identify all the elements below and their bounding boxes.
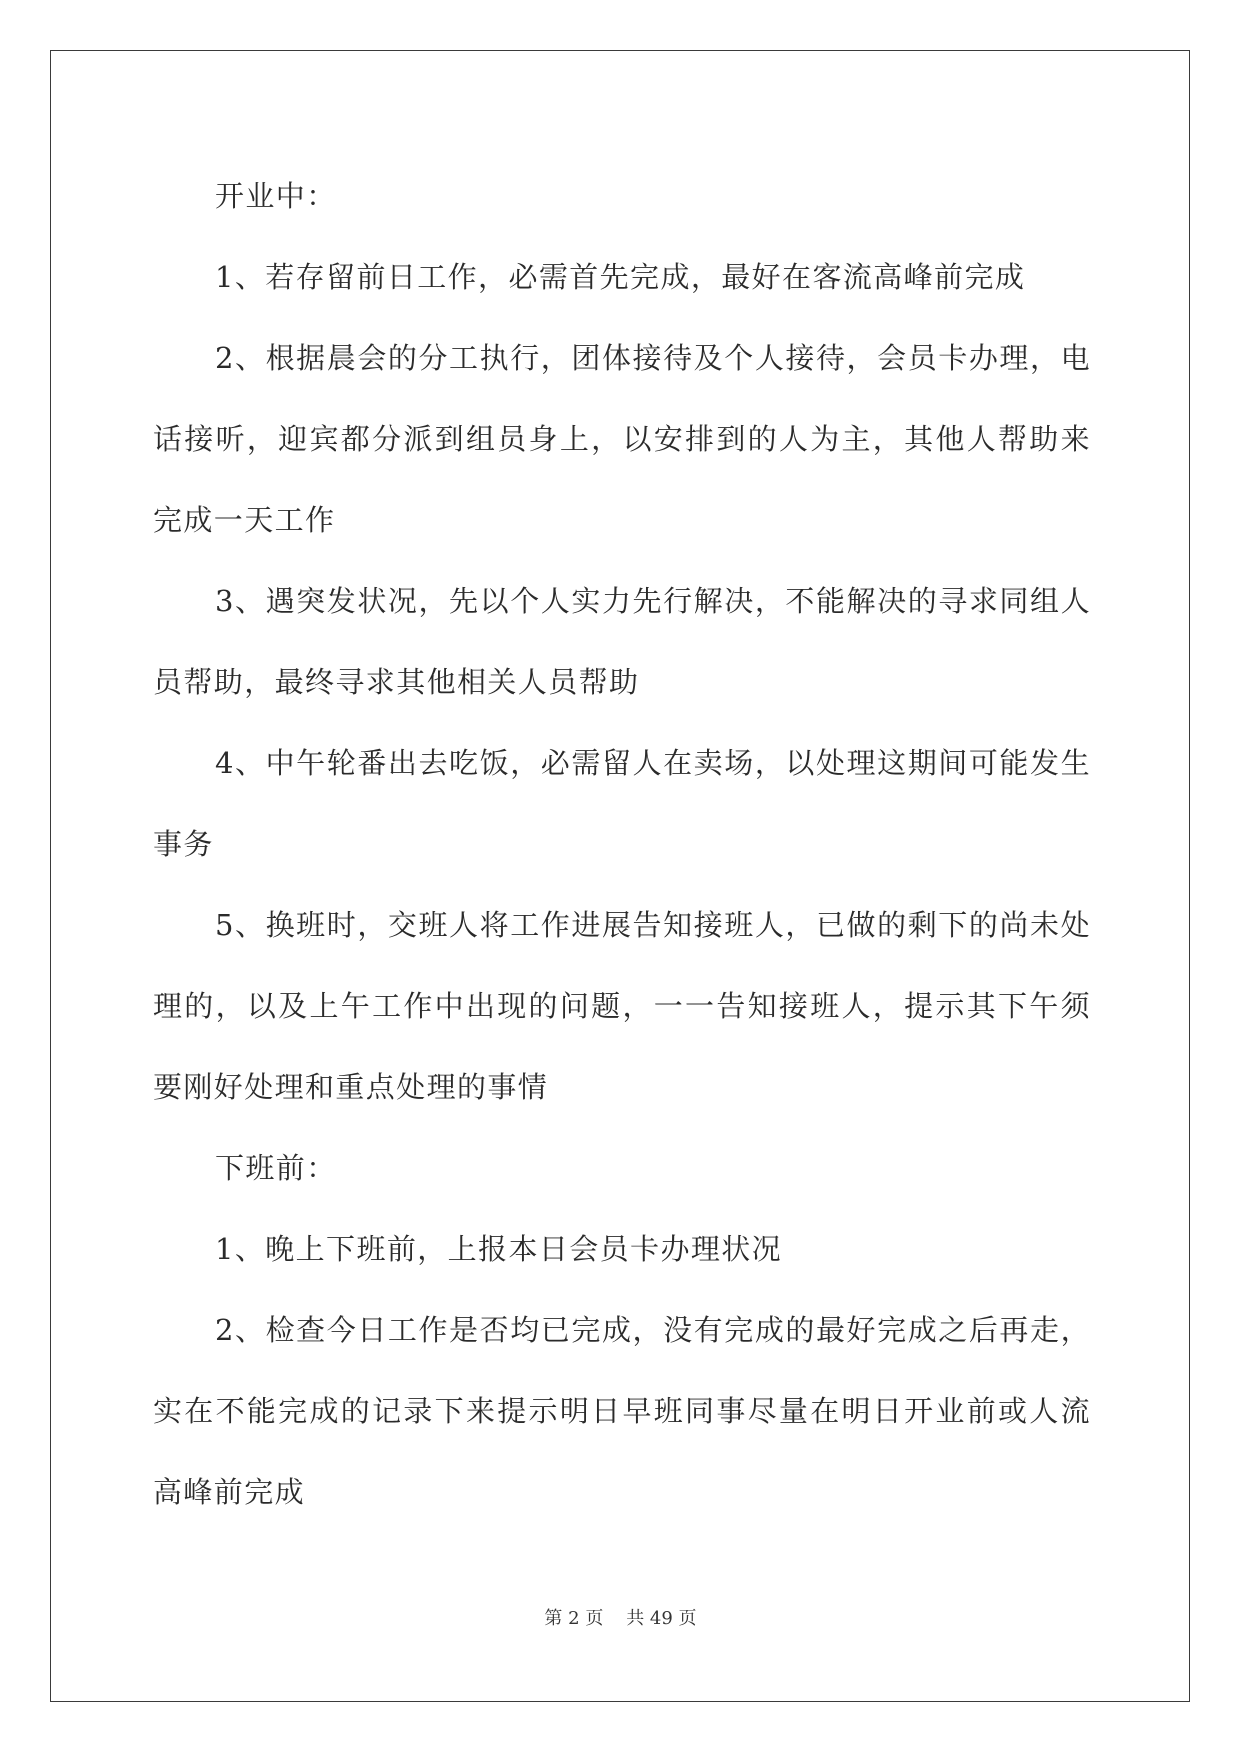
paragraph: 1、晚上下班前，上报本日会员卡办理状况 — [215, 1232, 783, 1266]
paragraph: 4、中午轮番出去吃饭，必需留人在卖场，以处理这期间可能发生事务 — [153, 746, 1091, 861]
paragraph: 3、遇突发状况，先以个人实力先行解决，不能解决的寻求同组人员帮助，最终寻求其他相关人员帮助 — [153, 584, 1091, 699]
section-heading-closing: 下班前： — [215, 1151, 337, 1185]
paragraph: 2、根据晨会的分工执行，团体接待及个人接待，会员卡办理，电话接听，迎宾都分派到组员身上，以安排到的人为主，其他人帮助来完成一天工作 — [153, 341, 1091, 537]
section-heading-opening: 开业中： — [215, 179, 337, 213]
document-body — [153, 156, 1091, 1533]
paragraph: 5、换班时，交班人将工作进展告知接班人，已做的剩下的尚未处理的，以及上午工作中出现的问题，一一告知接班人，提示其下午须要刚好处理和重点处理的事情 — [153, 908, 1091, 1104]
page-number: 第 2 页 共 49 页 — [544, 1608, 697, 1629]
paragraph: 1、若存留前日工作，必需首先完成，最好在客流高峰前完成 — [215, 260, 1026, 294]
paragraph: 2、检查今日工作是否均已完成，没有完成的最好完成之后再走，实在不能完成的记录下来提示明日早班同事尽量在明日开业前或人流高峰前完成 — [153, 1313, 1091, 1509]
